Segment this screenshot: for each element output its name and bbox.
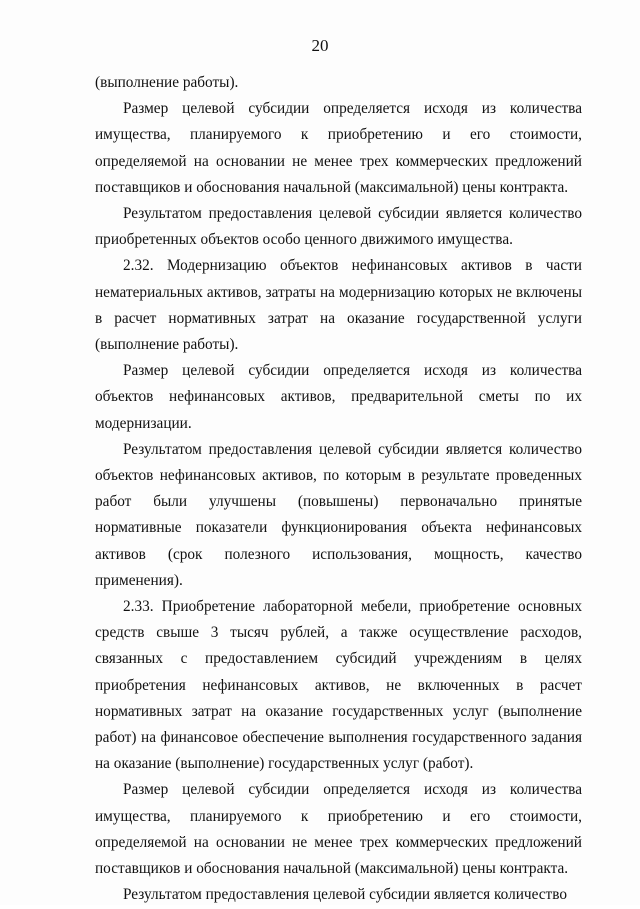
paragraph-subsidy-size-2: Размер целевой субсидии определяется исходя из количества объектов нефинансовых активов, предварительной сметы по их модернизации. [95, 362, 582, 432]
paragraph-subsidy-result-3: Результатом предоставления целевой субсидии является количество [123, 886, 567, 904]
paragraph-item-2-32: 2.32. Модернизацию объектов нефинансовых активов в части нематериальных активов, затраты на модернизацию которых не включены в расчет нормативных затрат на оказание государственной услуги (выполнение работы). [95, 257, 582, 354]
paragraph-subsidy-size: Размер целевой субсидии определяется исходя из количества имущества, планируемого к приобретению и его стоимости, определяемой на основании не менее трех коммерческих предложений поставщиков и обоснования начальной (максимальной) цены контракта. [95, 100, 582, 196]
page-number: 20 [311, 36, 329, 55]
paragraph-continuation: (выполнение работы). [95, 74, 239, 91]
paragraph-subsidy-result: Результатом предоставления целевой субсидии является количество приобретенных объектов особо ценного движимого имущества. [95, 205, 582, 249]
document-body [95, 70, 582, 909]
paragraph-item-2-33: 2.33. Приобретение лабораторной мебели, приобретение основных средств свыше 3 тысяч рублей, а также осуществление расходов, связанных с предоставлением субсидий учреждениям в целях приобретения нефинансовых активов, не включенных в расчет нормативных затрат на оказание государственных услуг (выполнение работ) на финансовое обеспечение выполнения государственного задания на оказание (выполнение) государственных услуг (работ). [95, 598, 582, 773]
paragraph-subsidy-size-3: Размер целевой субсидии определяется исходя из количества имущества, планируемого к приобретению и его стоимости, определяемой на основании не менее трех коммерческих предложений поставщиков и обоснования начальной (максимальной) цены контракта. [95, 781, 582, 878]
paragraph-subsidy-result-2: Результатом предоставления целевой субсидии является количество объектов нефинансовых активов, по которым в результате проведенных работ были улучшены (повышены) первоначально принятые нормативные показатели функционирования объекта нефинансовых активов (срок полезного использования, мощность, качество применения). [95, 440, 582, 589]
